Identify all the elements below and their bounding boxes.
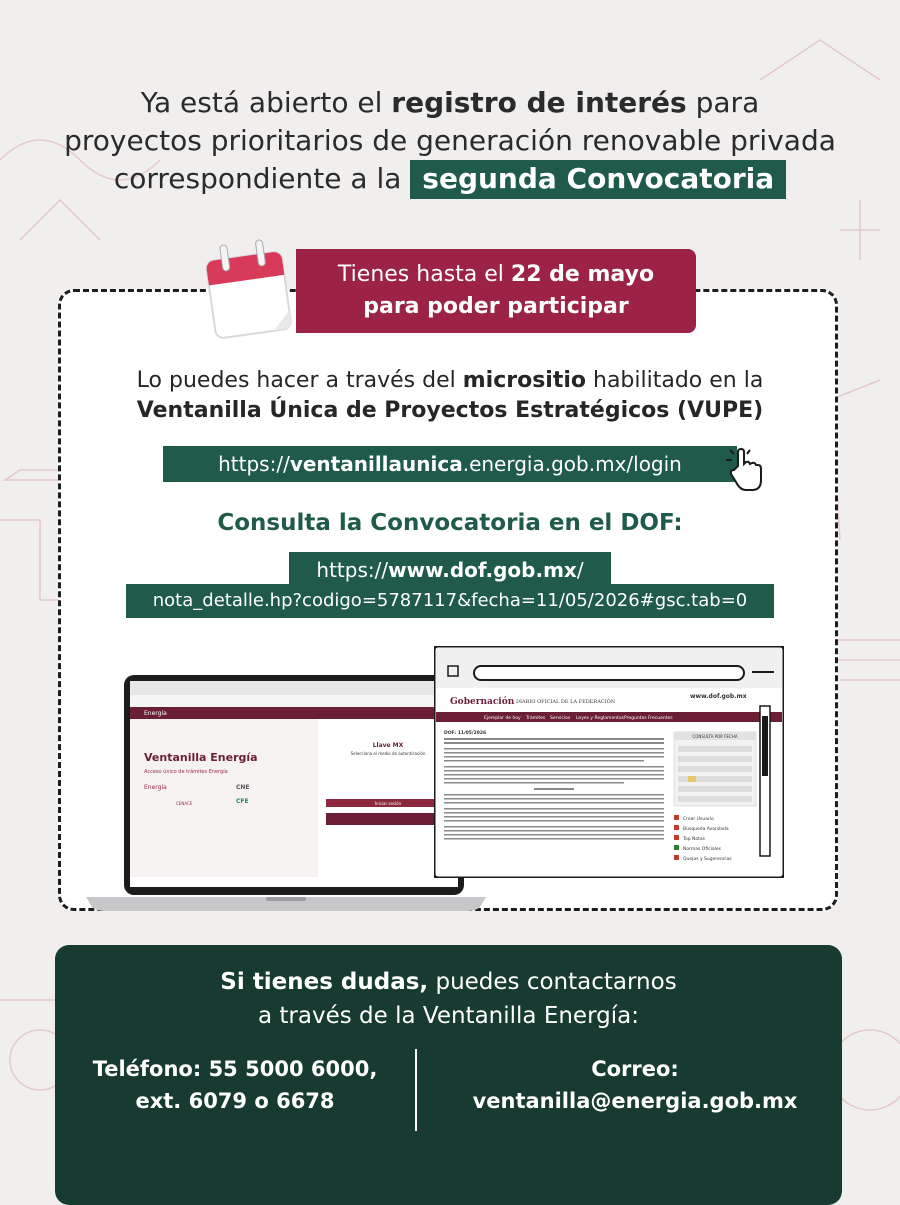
deadline-text: Tienes hasta el xyxy=(337,262,511,287)
headline xyxy=(0,84,900,198)
url-part: https:// xyxy=(218,452,290,476)
headline-text: para xyxy=(686,86,760,119)
dof-link-4: Quejas y Sugerencias xyxy=(683,857,732,862)
vupe-link[interactable] xyxy=(163,446,737,482)
url-part-bold: www.dof.gob.mx xyxy=(388,558,577,582)
email-label: Correo: xyxy=(591,1057,679,1081)
laptop-title: Ventanilla Energía xyxy=(144,751,258,764)
dof-nav-0: Ejemplar de hoy xyxy=(484,716,521,721)
laptop-login-button: Iniciar sesión xyxy=(374,801,402,806)
laptop-llave-sub: Selecciona el medio de autenticación xyxy=(350,751,426,756)
laptop-mockup xyxy=(86,675,486,920)
dof-nav-1: Trámites xyxy=(526,716,546,721)
dof-heading: Consulta la Convocatoria en el DOF: xyxy=(217,510,683,536)
phone-block xyxy=(75,1053,395,1117)
dof-title: DIARIO OFICIAL DE LA FEDERACIÓN xyxy=(516,699,616,705)
microsite-pre: Lo puedes hacer a través del xyxy=(136,368,463,393)
microsite-text xyxy=(0,366,900,426)
url-part: / xyxy=(576,558,584,582)
laptop-logo-cne: CNE xyxy=(236,784,250,791)
url-part: .energia.gob.mx/login xyxy=(462,452,682,476)
laptop-logo-cfe: CFE xyxy=(236,798,249,805)
laptop-subtitle: Acceso único de trámites Energía xyxy=(144,769,228,775)
url-part-bold: ventanillaunica xyxy=(289,452,463,476)
dof-date-label: DOF: 11/05/2026 xyxy=(444,731,487,736)
dof-link-3: Normas Oficiales xyxy=(683,847,722,852)
dof-link-2: Top Notas xyxy=(683,837,706,842)
vupe-title: Ventanilla Única de Proyectos Estratégicos (VUPE) xyxy=(136,398,764,423)
email-block xyxy=(435,1053,835,1117)
headline-bold: registro de interés xyxy=(391,86,687,119)
contact-divider xyxy=(415,1049,417,1131)
dof-brand: Gobernación xyxy=(450,697,515,707)
contact-lead-text: puedes contactarnos xyxy=(428,969,677,995)
dof-link-0: Crear Usuario xyxy=(683,817,714,822)
deadline-date: 22 de mayo xyxy=(510,262,655,287)
dof-nav-3: Leyes y Reglamentos xyxy=(576,716,624,721)
dof-nav-2: Servicios xyxy=(550,716,571,721)
deadline-banner xyxy=(296,249,696,333)
microsite-post: habilitado en la xyxy=(586,368,764,393)
email-link[interactable]: ventanilla@energia.gob.mx xyxy=(472,1089,798,1113)
dof-link-line2[interactable]: nota_detalle.hp?codigo=5787117&fecha=11/05/2026#gsc.tab=0 xyxy=(126,584,774,618)
dof-link-1: Búsqueda Avanzada xyxy=(683,827,729,832)
headline-highlight: segunda Convocatoria xyxy=(410,160,786,199)
calendar-icon xyxy=(198,234,298,346)
dof-url: www.dof.gob.mx xyxy=(690,693,747,700)
contact-lead-bold: Si tienes dudas, xyxy=(220,969,429,995)
laptop-brand: Energía xyxy=(144,710,167,717)
microsite-bold: micrositio xyxy=(462,368,587,393)
pointer-cursor-icon xyxy=(724,446,764,494)
phone-extensions: ext. 6079 o 6678 xyxy=(135,1089,335,1113)
url-part: https:// xyxy=(316,558,389,582)
dof-calendar-title: CONSULTA POR FECHA xyxy=(692,734,738,739)
dof-nav-4: Preguntas Frecuentes xyxy=(624,716,673,721)
laptop-logo-energia: Energía xyxy=(144,784,167,791)
headline-text: correspondiente a la xyxy=(113,162,411,195)
laptop-llave-title: Llave MX xyxy=(372,742,404,749)
dof-link-line1[interactable] xyxy=(289,552,611,588)
contact-section xyxy=(55,945,842,1205)
headline-line2: proyectos prioritarios de generación renovable privada xyxy=(64,124,836,157)
deadline-line2: para poder participar xyxy=(363,294,629,319)
contact-lead-line2: a través de la Ventanilla Energía: xyxy=(258,1003,639,1029)
dof-browser-mockup xyxy=(434,646,784,878)
contact-lead xyxy=(55,965,842,1033)
headline-text: Ya está abierto el xyxy=(140,86,392,119)
phone-number[interactable]: Teléfono: 55 5000 6000, xyxy=(92,1057,378,1081)
laptop-logo-cenace: CENACE xyxy=(176,801,193,806)
